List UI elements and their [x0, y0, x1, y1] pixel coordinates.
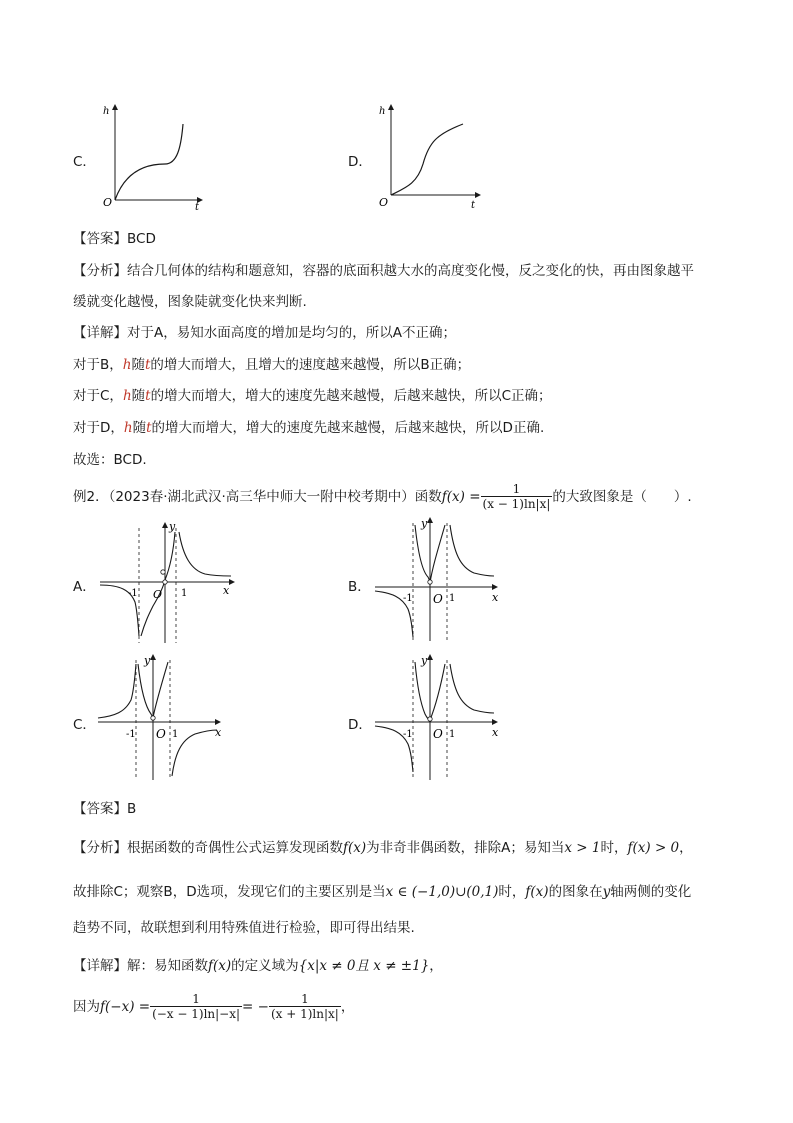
origin-label: O [379, 196, 389, 209]
answer-1 [73, 229, 156, 249]
analysis-2-line-2 [73, 882, 691, 902]
axis-y-label: y [144, 654, 151, 667]
analysis-text: 轴两侧的变化 [610, 884, 692, 900]
axis-h-label: h [103, 106, 110, 117]
origin-label: O [153, 588, 163, 601]
detail-text: ， [429, 958, 443, 974]
graph-option-d [370, 650, 505, 784]
origin-label: O [433, 592, 443, 606]
detail-text: 的增大而增大，增大的速度先越来越慢，后越来越快，所以C正确； [150, 388, 552, 404]
axis-y-label: y [421, 517, 428, 530]
tick-one: 1 [449, 729, 456, 740]
example-2-statement [73, 480, 692, 514]
analysis-text: 根据函数的奇偶性公式运算发现函数 [127, 840, 343, 856]
detail-1-conclusion: 故选：BCD. [73, 452, 147, 468]
var-h: h [122, 388, 132, 404]
var-t: t [146, 420, 152, 436]
tick-one: 1 [449, 593, 456, 604]
math-y: y [602, 884, 611, 900]
tick-minus-one: -1 [403, 729, 413, 740]
analysis-text: 时， [498, 884, 526, 900]
math-res: f(x) > 0 [627, 840, 680, 856]
var-h: h [122, 357, 132, 373]
function-f: f(x) = [441, 489, 481, 505]
option-c-label-top: C． [73, 154, 96, 170]
analysis-text: 为非奇非偶函数，排除A；易知当 [366, 840, 565, 856]
answer-2 [73, 799, 136, 819]
detail-text: ， [340, 999, 355, 1015]
analysis-text: ， [679, 840, 693, 856]
detail-1-line-3 [73, 386, 552, 406]
example-suffix: 的大致图象是（ ）. [552, 489, 692, 505]
fraction [481, 482, 553, 512]
math-set: x ∈ (−1,0)∪(0,1) [385, 884, 499, 900]
detail-text: 随 [132, 420, 147, 436]
fraction-denominator: (−x − 1)ln|−x| [152, 1007, 241, 1021]
analysis-tag: 【分析】 [73, 840, 127, 856]
detail-tag: 【详解】 [73, 958, 127, 974]
graph-option-b [370, 513, 505, 645]
answer-value: B [127, 801, 137, 817]
origin-label: O [156, 727, 166, 741]
detail-2-line-1 [73, 956, 443, 976]
analysis-text: 故排除C；观察B，D选项，发现它们的主要区别是当 [73, 884, 386, 900]
option-b-label: B． [348, 579, 371, 595]
fraction-2 [269, 992, 341, 1022]
option-c-label: C． [73, 717, 96, 733]
detail-text: 随 [131, 388, 146, 404]
var-t: t [145, 388, 151, 404]
fraction-1 [150, 992, 242, 1022]
graph-option-c [93, 650, 228, 784]
axis-y-label: y [169, 520, 176, 533]
option-d-label-top: D． [348, 154, 372, 170]
detail-text: 因为 [73, 999, 100, 1015]
math-f-neg: f(−x) = [100, 999, 151, 1015]
tick-one: 1 [181, 588, 188, 599]
detail-text: 的增大而增大，且增大的速度越来越慢，所以B正确； [150, 357, 471, 373]
analysis-1-line-2: 缓就变化越慢，图象陡就变化快来判断. [73, 294, 307, 310]
analysis-text: 时， [600, 840, 628, 856]
tick-minus-one: -1 [403, 593, 413, 604]
tick-one: 1 [172, 729, 179, 740]
axis-t-label: t [471, 200, 476, 211]
answer-value: BCD [127, 231, 156, 247]
axis-x-label: x [215, 726, 222, 739]
axis-x-label: x [492, 591, 499, 604]
analysis-text: 结合几何体的结构和题意知，容器的底面积越大水的高度变化慢，反之变化的快，再由图象越平 [127, 263, 694, 279]
detail-1-line-1 [73, 323, 456, 343]
math-f: f(x) [343, 840, 367, 856]
origin-label: O [433, 727, 443, 741]
fraction-numerator: 1 [301, 992, 309, 1006]
math-f: f(x) [525, 884, 549, 900]
fraction-denominator: (x + 1)ln|x| [270, 1007, 339, 1021]
graph-d-top [373, 100, 483, 212]
fraction-numerator: 1 [192, 992, 200, 1006]
detail-text: 解：易知函数 [127, 958, 208, 974]
axis-x-label: x [223, 584, 230, 597]
answer-tag: 【答案】 [73, 231, 127, 247]
math-f: f(x) [208, 958, 232, 974]
fraction-numerator: 1 [512, 482, 521, 496]
detail-text: 的定义域为 [231, 958, 299, 974]
axis-x-label: x [492, 726, 499, 739]
detail-text: 随 [131, 357, 145, 373]
tick-minus-one: -1 [128, 588, 138, 599]
analysis-text: 的图象在 [548, 884, 603, 900]
detail-1-line-4 [73, 418, 544, 438]
answer-tag: 【答案】 [73, 801, 127, 817]
var-h: h [123, 420, 133, 436]
graph-option-a [95, 518, 245, 646]
detail-1-line-2 [73, 355, 470, 375]
detail-text: 对于D， [73, 420, 124, 436]
axis-y-label: y [421, 654, 428, 667]
axis-h-label: h [379, 106, 386, 117]
axis-t-label: t [195, 202, 200, 212]
analysis-1-line-1 [73, 261, 694, 281]
option-d-label: D． [348, 717, 372, 733]
detail-text: 对于C， [73, 388, 123, 404]
analysis-2-line-3: 趋势不同，故联想到利用特殊值进行检验，即可得出结果. [73, 920, 415, 936]
origin-label: O [103, 196, 113, 209]
math-cond: x > 1 [564, 840, 601, 856]
detail-text: 对于A，易知水面高度的增加是均匀的，所以A不正确； [127, 325, 456, 341]
detail-text: 的增大而增大，增大的速度先越来越慢，后越来越快，所以D正确. [151, 420, 545, 436]
analysis-2-line-1 [73, 838, 693, 858]
detail-2-line-2 [73, 990, 354, 1024]
detail-tag: 【详解】 [73, 325, 127, 341]
graph-c-top [95, 100, 205, 212]
math-domain: {x|x ≠ 0且 x ≠ ±1} [298, 958, 430, 974]
option-a-label: A． [73, 579, 96, 595]
var-t: t [144, 357, 151, 373]
fraction-denominator: (x − 1)ln|x| [482, 497, 551, 511]
example-prefix: 例2．（2023春·湖北武汉·高三华中师大一附中校考期中）函数 [73, 489, 442, 505]
math-eq: = − [242, 999, 269, 1015]
tick-minus-one: -1 [126, 729, 136, 740]
detail-text: 对于B， [73, 357, 123, 373]
analysis-tag: 【分析】 [73, 263, 127, 279]
